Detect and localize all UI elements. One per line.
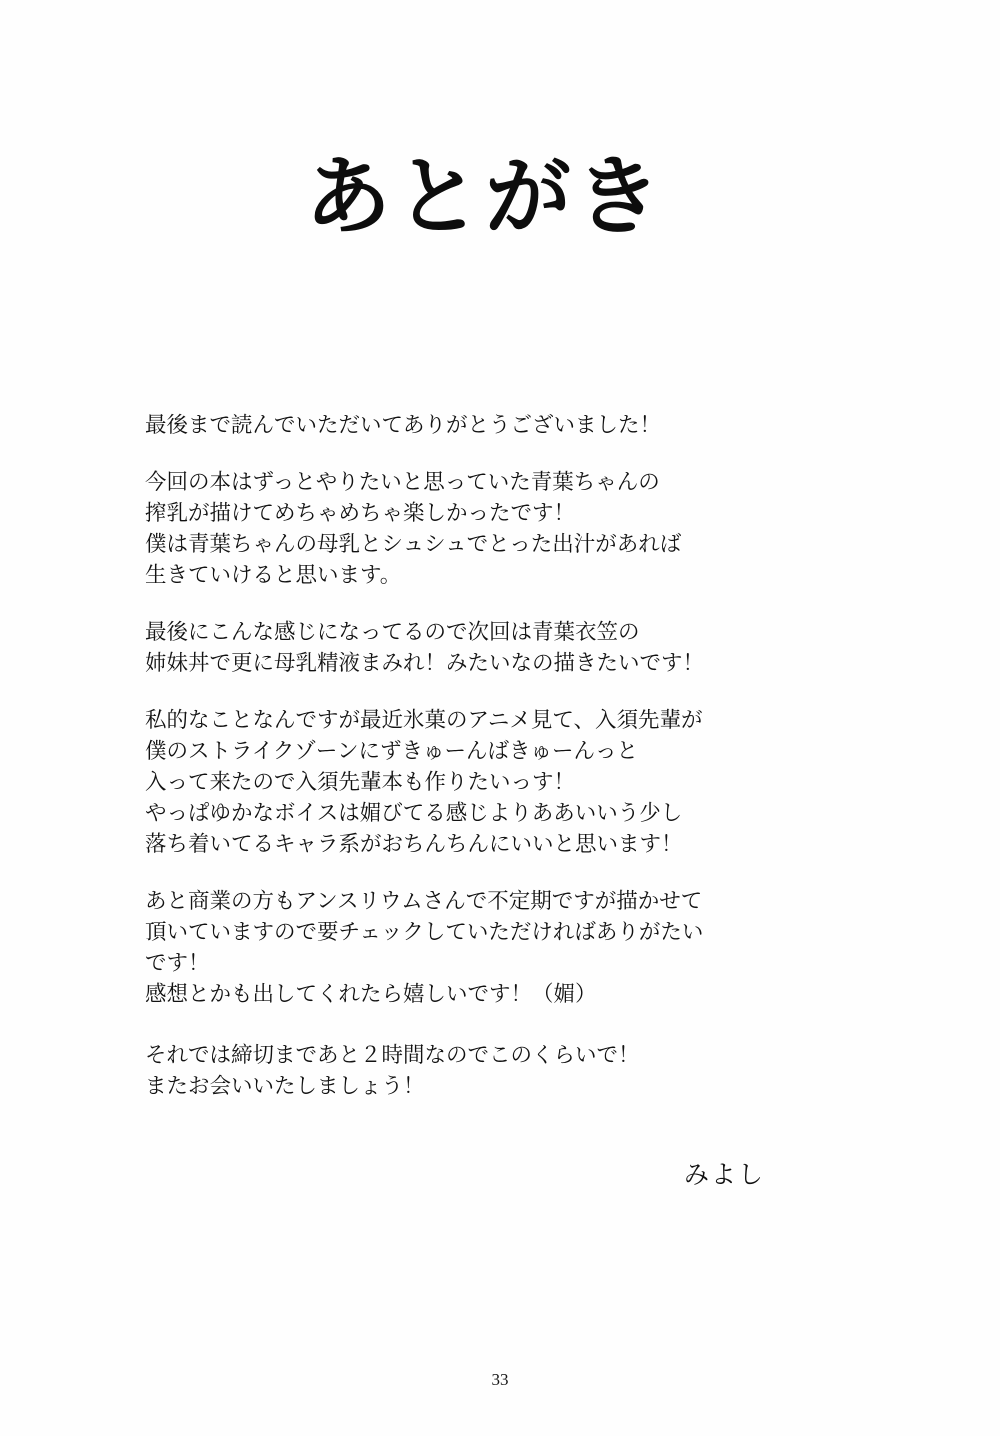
text-line: 頂いていますので要チェックしていただければありがたい <box>145 920 704 945</box>
text-line: 僕は青葉ちゃんの母乳とシュシュでとった出汁があれば <box>145 532 682 557</box>
paragraph-thanks <box>145 410 905 441</box>
paragraph-next-time <box>145 617 905 679</box>
text-line: 感想とかも出してくれたら嬉しいです！（媚） <box>145 982 597 1007</box>
text-line: 最後まで読んでいただいてありがとうございました！ <box>145 413 662 438</box>
text-line: 落ち着いてるキャラ系がおちんちんにいいと思います！ <box>145 832 683 857</box>
text-line: 私的なことなんですが最近氷菓のアニメ見て、入須先輩が <box>145 708 703 733</box>
text-line: またお会いいたしましょう！ <box>145 1074 425 1099</box>
text-line: 生きていけると思います。 <box>145 563 402 588</box>
afterword-body <box>145 410 905 1128</box>
paragraph-commercial-work <box>145 886 905 1010</box>
text-line: 今回の本はずっとやりたいと思っていた青葉ちゃんの <box>145 470 660 495</box>
page-number: 33 <box>491 1370 509 1389</box>
paragraph-about-this-book <box>145 467 905 591</box>
text-line: です！ <box>145 951 210 976</box>
paragraph-closing <box>145 1040 905 1102</box>
text-line: やっぱゆかなボイスは媚びてる感じよりああいいう少し <box>145 801 683 826</box>
text-line: あと商業の方もアンスリウムさんで不定期ですが描かせて <box>145 889 703 914</box>
paragraph-personal-note <box>145 705 905 860</box>
text-line: それでは締切まであと２時間なのでこのくらいで！ <box>145 1043 640 1068</box>
text-line: 入って来たので入須先輩本も作りたいっす！ <box>145 770 576 795</box>
page-title: あとがき <box>305 147 665 247</box>
author-signature: みよし <box>684 1160 766 1189</box>
text-line: 姉妹丼で更に母乳精液まみれ！みたいなの描きたいです！ <box>145 651 705 676</box>
text-line: 僕のストライクゾーンにずきゅーんばきゅーんっと <box>145 739 638 764</box>
text-line: 搾乳が描けてめちゃめちゃ楽しかったです！ <box>145 501 576 526</box>
text-line: 最後にこんな感じになってるので次回は青葉衣笠の <box>145 620 640 645</box>
